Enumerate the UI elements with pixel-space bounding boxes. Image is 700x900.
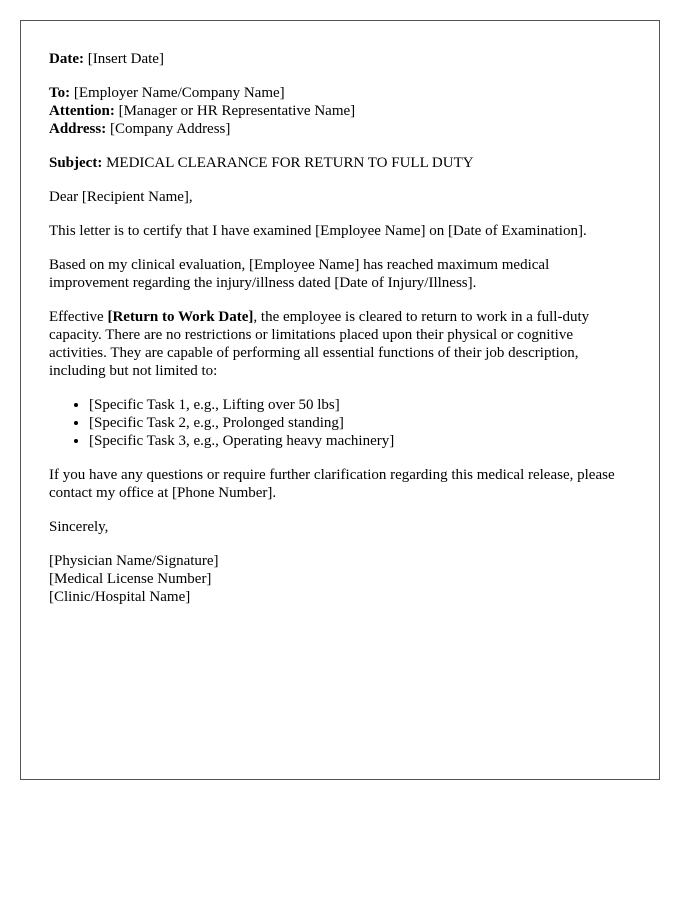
date-label: Date: <box>49 51 84 67</box>
subject-line <box>49 154 631 172</box>
subject-value: MEDICAL CLEARANCE FOR RETURN TO FULL DUTY <box>102 155 474 171</box>
paragraph-clearance <box>49 308 631 380</box>
date-value: [Insert Date] <box>83 51 164 67</box>
clearance-prefix: Effective <box>49 309 108 325</box>
address-line <box>49 120 631 138</box>
address-label: Address: <box>49 121 107 137</box>
clinic-name: [Clinic/Hospital Name] <box>49 589 191 605</box>
task-list <box>49 396 631 450</box>
paragraph-evaluation: Based on my clinical evaluation, [Employee Name] has reached maximum medical improvement regarding the injury/illness dated [Date of Injury/Illness]. <box>49 257 550 291</box>
attention-label: Attention: <box>49 103 115 119</box>
attention-line <box>49 102 631 120</box>
return-to-work-date: [Return to Work Date] <box>107 309 254 325</box>
letter-page <box>20 20 660 780</box>
address-value: [Company Address] <box>106 121 231 137</box>
date-line <box>49 50 631 68</box>
to-value: [Employer Name/Company Name] <box>70 85 285 101</box>
task-item: • [Specific Task 3, e.g., Operating heavy machinery] <box>89 432 631 450</box>
task-item: • [Specific Task 1, e.g., Lifting over 50 lbs] <box>89 396 631 414</box>
to-label: To: <box>49 85 71 101</box>
paragraph-certification: This letter is to certify that I have examined [Employee Name] on [Date of Examination]. <box>49 223 587 239</box>
paragraph-contact: If you have any questions or require further clarification regarding this medical release, please contact my office at [Phone Number]. <box>49 467 615 501</box>
recipient-block <box>49 84 631 138</box>
to-line <box>49 84 631 102</box>
attention-value: [Manager or HR Representative Name] <box>114 103 356 119</box>
closing: Sincerely, <box>49 519 109 535</box>
license-number: [Medical License Number] <box>49 571 212 587</box>
task-item: • [Specific Task 2, e.g., Prolonged standing] <box>89 414 631 432</box>
subject-label: Subject: <box>49 155 103 171</box>
salutation: Dear [Recipient Name], <box>49 189 193 205</box>
physician-name: [Physician Name/Signature] <box>49 553 219 569</box>
clearance-suffix: , the employee is cleared to return to work in a full-duty capacity. There are no restrictions or limitations placed upon their physical or cognitive activities. They are capable of performing all essential functions of their job description, including but not limited to: <box>49 309 590 379</box>
signature-block <box>49 552 631 606</box>
